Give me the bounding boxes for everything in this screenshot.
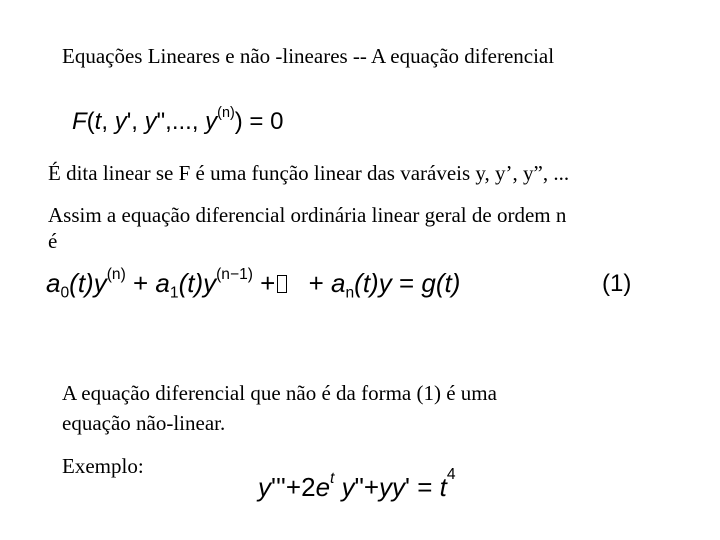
example-label: Exemplo: [62, 454, 144, 478]
ex-yy: yy [379, 472, 406, 502]
eq-dots: ,..., [165, 108, 206, 135]
eq-y2: y [144, 108, 157, 135]
term-y1: y [203, 268, 217, 298]
term-y1-sup: (n−1) [216, 265, 253, 283]
plus-3: + [301, 268, 332, 298]
ex-eq: = [410, 472, 440, 502]
eq-open: ( [86, 108, 95, 135]
ex-plus: + [363, 472, 380, 502]
coef-an: a [331, 268, 346, 298]
general-linear-text-2: é [48, 229, 58, 253]
equals: = [391, 268, 422, 298]
ex-t: t [439, 472, 447, 502]
eq-comma1: , [101, 108, 115, 135]
ex-y3: y [258, 472, 271, 502]
eq-t: t [94, 108, 102, 135]
eq-close: ) = 0 [234, 108, 284, 135]
general-linear-text-1: Assim a equação diferencial ordinária linear geral de ordem n [48, 203, 567, 227]
coef-a0-arg: (t) [69, 268, 94, 298]
linear-definition-text: É dita linear se F é uma função linear das varáveis y, y’, y”, ... [48, 161, 570, 185]
ex-t-sup: t [330, 469, 335, 487]
coef-a0-sub: 0 [60, 284, 70, 302]
equation-number: (1) [602, 270, 632, 297]
coef-a1-arg: (t) [178, 268, 204, 298]
term-y0: y [93, 268, 107, 298]
coef-a1-sub: 1 [169, 284, 179, 302]
nonlinear-text-1: A equação diferencial que não é da forma (1) é uma [62, 381, 497, 405]
ex-e: e [315, 472, 331, 502]
coef-a1: a [155, 268, 170, 298]
eq-yn: y [205, 108, 218, 135]
plus-2: + [252, 268, 276, 298]
ex-y2: y [334, 472, 355, 502]
eq-y1: y [114, 108, 127, 135]
page-title: Equações Lineares e não -lineares -- A equação diferencial [62, 44, 555, 68]
coef-an-sub: n [345, 284, 355, 302]
term-yn: y [378, 268, 392, 298]
general-ode-equation [72, 106, 283, 138]
func-g-arg: (t) [435, 268, 461, 298]
eq-F: F [72, 108, 87, 135]
ex-prime2: " [354, 472, 364, 502]
eq-prime2: " [156, 108, 166, 135]
ex-prime3: ''' [271, 472, 286, 502]
coef-a0: a [46, 268, 61, 298]
eq-n-sup: (n) [217, 104, 235, 121]
eq-prime1: ' [126, 108, 132, 135]
plus-1: + [125, 268, 156, 298]
nonlinear-text-2: equação não-linear. [62, 411, 226, 435]
coef-an-arg: (t) [354, 268, 379, 298]
ex-prime1: ' [405, 472, 410, 502]
missing-glyph-box [277, 275, 287, 293]
ex-plus2: +2 [285, 472, 316, 502]
ex-four: 4 [446, 465, 456, 483]
example-equation [258, 465, 456, 504]
term-y0-sup: (n) [106, 265, 126, 283]
func-g: g [421, 268, 436, 298]
linear-ode-equation [46, 266, 460, 300]
eq-comma2: , [131, 108, 145, 135]
